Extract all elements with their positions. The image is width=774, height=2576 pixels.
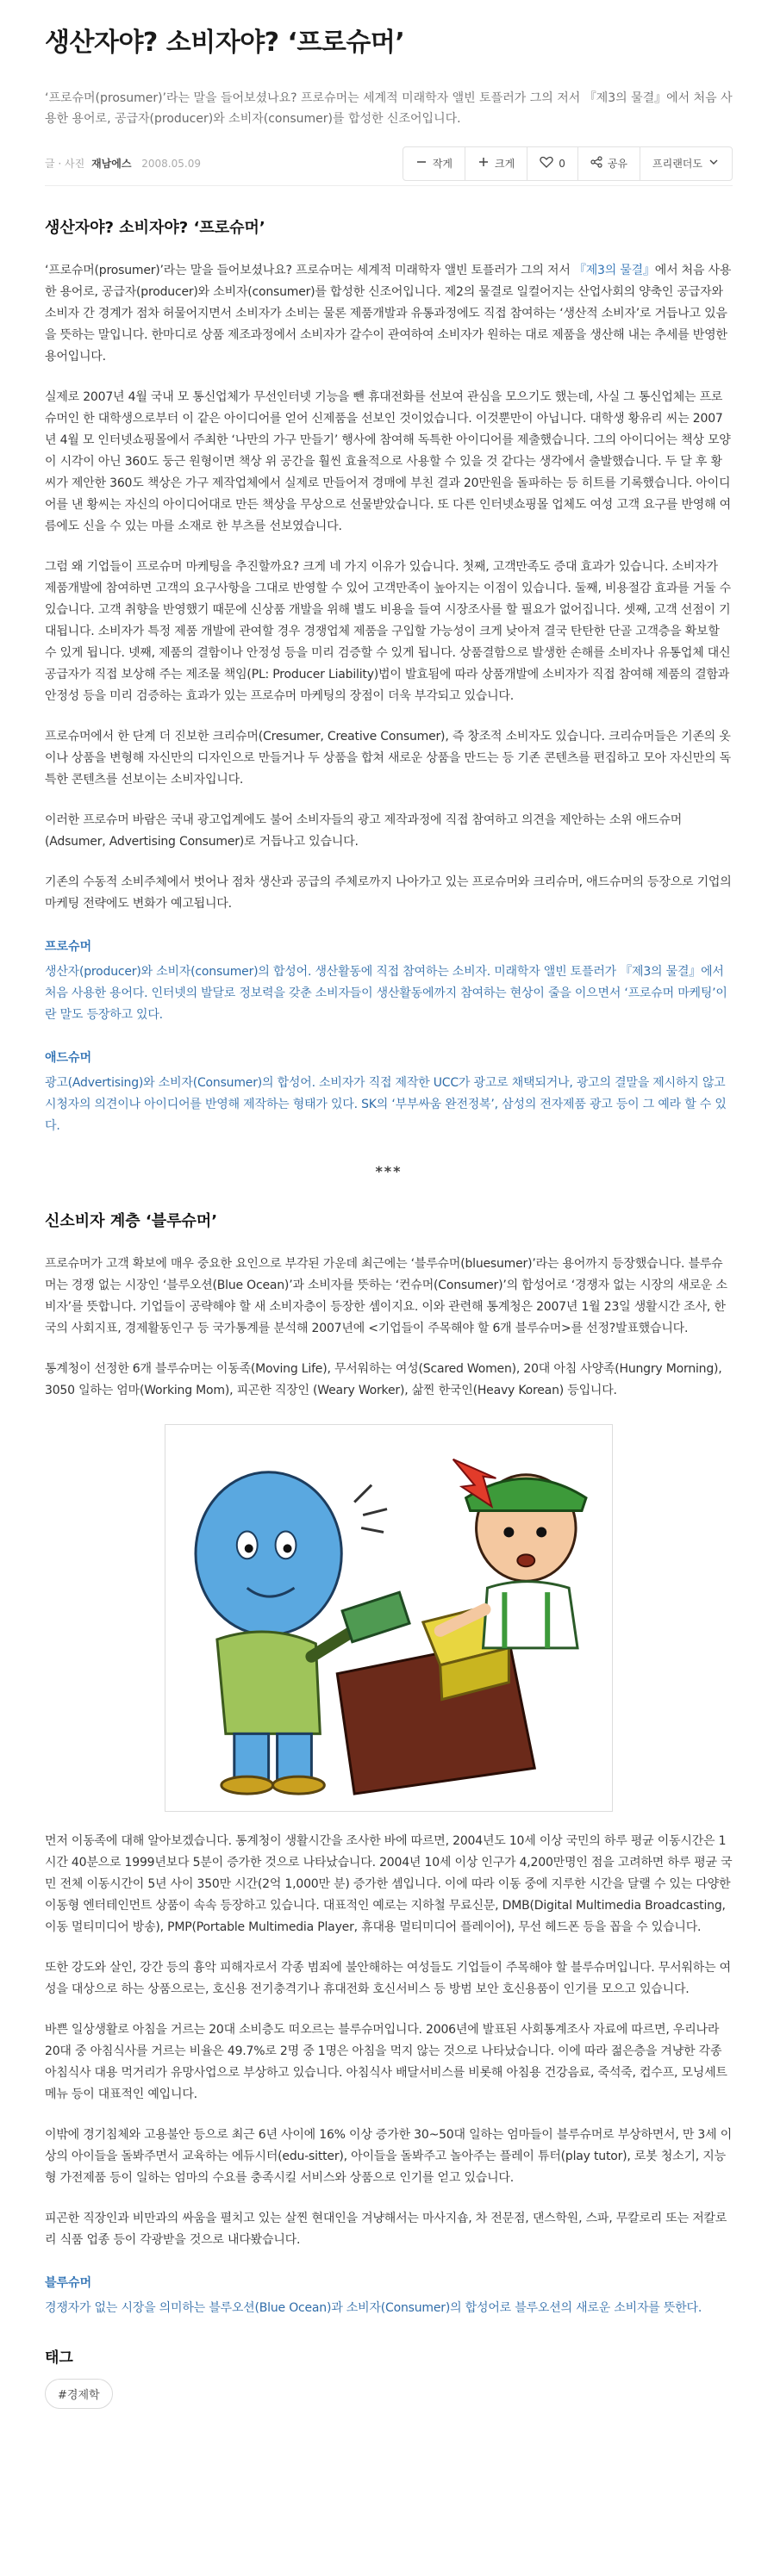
article-title: 생산자야? 소비자야? ‘프로슈머’ xyxy=(45,28,405,58)
paragraph: 바쁜 일상생활로 아침을 거르는 20대 소비층도 떠오르는 블루슈머입니다. 2006년에 발표된 사회통계조사 자료에 따르면, 우리나라 20대 중 아침식사를 거르는 비율은 49.7%로 2명 중 1명은 아침을 먹지 않는 것으로 나타났습니다. 이에 따라 젊은층을 겨냥한 각종 아침식사 대용 먹거리가 유망사업으로 부상하고 있습니다. 아침식사 배달서비스를 비롯해 아침용 건강음료, 죽석죽, 컵수프, 모닝세트 메뉴 등이 대표적인 예입니다. xyxy=(45,2023,727,2101)
tags-heading: 태그 xyxy=(45,2349,73,2367)
paragraph xyxy=(45,260,733,368)
article-toolbar xyxy=(403,146,733,181)
section-heading-prosumer: 생산자야? 소비자야? ‘프로슈머’ xyxy=(45,219,265,237)
paragraph: 또한 강도와 살인, 강간 등의 흉악 피해자로서 각종 범죄에 불안해하는 여성들도 기업들이 주목해야 할 블루슈머입니다. 무서워하는 여성을 대상으로 하는 상품으로는, 호신용 전기충격기나 휴대전화 호신서비스 등 방범 보안 호신용품이 인기를 모으고 있습니다. xyxy=(45,1961,731,1996)
definition-body: 광고(Advertising)와 소비자(Consumer)의 합성어. 소비자가 직접 제작한 UCC가 광고로 채택되거나, 광고의 결말을 제시하지 않고 시청자의 의견이나 아이디어를 반영해 제작하는 형태가 있다. SK의 ‘부부싸움 완전정복’, 삼성의 전자제품 광고 등이 그 예라 할 수 있다. xyxy=(45,1076,727,1133)
article-lede: ‘프로슈머(prosumer)’라는 말을 들어보셨나요? 프로슈머는 세계적 미래학자 앨빈 토플러가 그의 저서 『제3의 물결』에서 처음 사용한 용어로, 공급자(producer)와 소비자(consumer)를 합성한 신조어입니다. xyxy=(45,91,733,126)
definition-body: 생산자(producer)와 소비자(consumer)의 합성어. 생산활동에 직접 참여하는 소비자. 미래학자 앨빈 토플러가 『제3의 물결』에서 처음 사용한 용어다. 인터넷의 발달로 정보력을 갖춘 소비자들이 생산활동에까지 참여하는 현상이 줄을 이으면서 ‘프로슈머 마케팅’이란 말도 등장하고 있다. xyxy=(45,965,727,1022)
font-smaller-button[interactable] xyxy=(403,147,465,180)
print-menu-button[interactable] xyxy=(640,147,732,180)
publish-date: 2008.05.09 xyxy=(141,158,201,170)
paragraph: 통계청이 선정한 6개 블루슈머는 이동족(Moving Life), 무서워하는 여성(Scared Women), 20대 아침 사양족(Hungry Morning), 3050 일하는 엄마(Working Mom), 피곤한 직장인 (Weary Worker), 삶찐 한국인(Heavy Korean) 등입니다. xyxy=(45,1362,722,1397)
paragraph-text: 에서 처음 사용한 용어로, 공급자(producer)와 소비자(consumer)를 합성한 신조어입니다. 제2의 물결로 일컬어지는 산업사회의 양축인 공급자와 소비자 간 경계가 점차 허물어지면서 소비자가 소비는 물론 제품개발과 유통과정에도 직접 참여하는 ‘생산적 소비자’로 거듭나고 있음을 뜻하는 말입니다. 한마디로 상품 제조과정에서 소비자가 갈수이 관여하여 소비자가 원하는 대로 제품을 생산해 내는 추세를 반영한 용어입니다. xyxy=(45,264,732,364)
section-heading-bluesumer: 신소비자 계층 ‘블루슈머’ xyxy=(45,1212,218,1230)
like-button[interactable] xyxy=(527,147,578,180)
definition-term: 프로슈머 xyxy=(45,940,92,954)
definition-term: 블루슈머 xyxy=(45,2276,92,2290)
share-label: 공유 xyxy=(607,158,628,170)
paragraph: 먼저 이동족에 대해 알아보겠습니다. 통계청이 생활시간을 조사한 바에 따르면, 2004년도 10세 이상 국민의 하루 평균 이동시간은 1시간 40분으로 1999년보다 5분이 증가한 것으로 나타났습니다. 2004년 10세 이상 인구가 4,200만명인 점을 고려하면 하루 평균 국민 전체 이동시간이 5년 사이 350만 시간(2억 1,000만 분) 증가한 셈입니다. 이에 따라 이동 중에 지루한 시간을 달랠 수 있는 다양한 이동형 엔터테인먼트 상품이 속속 등장하고 있습니다. 대표적인 예로는 지하철 무료신문, DMB(Digital Multimedia Broadcasting, 이동 멀티미디어 방송), PMP(Portable Multimedia Player, 휴대용 멀티미디어 플레이어), 무선 헤드폰 등을 꼽을 수 있습니다. xyxy=(45,1834,733,1934)
share-button[interactable] xyxy=(578,147,640,180)
chevron-down-icon xyxy=(708,156,720,171)
paragraph: 이러한 프로슈머 바람은 국내 광고업계에도 불어 소비자들의 광고 제작과정에 직접 참여하고 의견을 제안하는 소위 애드슈머(Adsumer, Advertising Consumer)로 거듭나고 있습니다. xyxy=(45,813,683,849)
paragraph: 프로슈머가 고객 확보에 매우 중요한 요인으로 부각된 가운데 최근에는 ‘블루슈머(bluesumer)’라는 용어까지 등장했습니다. 블루슈머는 경쟁 없는 시장인 ‘블루오션(Blue Ocean)’과 소비자를 뜻하는 ‘컨슈머(Consumer)’의 합성어로 ‘경쟁자 없는 시장의 새로운 소비자’를 뜻합니다. 기업들이 공략해야 할 새 소비자층이 등장한 셈이지요. 이와 관련해 통계청은 2007년 1월 23일 생활시간 조사, 한국의 사회지표, 경제활동인구 등 국가통계를 분석해 2007년에 <기업들이 주목해야 할 6개 블루슈머>를 선정?발표했습니다. xyxy=(45,1257,727,1335)
tag-list xyxy=(45,2367,733,2409)
share-icon xyxy=(590,156,602,171)
cartoon-illustration xyxy=(45,1424,733,1812)
author-name[interactable]: 재남에스 xyxy=(91,158,132,170)
font-smaller-label: 작게 xyxy=(432,158,453,170)
article-meta-bar xyxy=(45,146,733,186)
paragraph: 기존의 수동적 소비주체에서 벗어나 점차 생산과 공급의 주체로까지 나아가고 있는 프로슈머와 크리슈머, 애드슈머의 등장으로 기업의 마케팅 전략에도 변화가 예고됩니다. xyxy=(45,875,732,911)
byline xyxy=(45,156,201,171)
heart-icon xyxy=(540,156,553,171)
like-count: 0 xyxy=(559,157,565,170)
byline-prefix: 글 · 사진 xyxy=(45,158,85,170)
plus-icon xyxy=(478,156,490,171)
tag-chip[interactable]: #경제학 xyxy=(45,2379,113,2409)
paragraph: 그럼 왜 기업들이 프로슈머 마케팅을 추진할까요? 크게 네 가지 이유가 있습니다. 첫째, 고객만족도 증대 효과가 있습니다. 소비자가 제품개발에 참여하면 고객의 요구사항을 그대로 반영할 수 있어 고객만족이 높아지는 이점이 있습니다. 둘째, 비용절감 효과를 거둘 수 있습니다. 고객 취향을 반영했기 때문에 신상품 개발을 위해 별도 비용을 들여 시장조사를 할 필요가 없어집니다. 셋째, 고객 선점이 기대됩니다. 소비자가 특정 제품 개발에 관여할 경우 경쟁업체 제품을 구입할 가능성이 크게 낮아져 결국 탄탄한 단골 고객층을 확보할 수 있게 됩니다. 넷째, 제품의 결함이나 안정성 등을 미리 검증할 수 있게 됩니다. 상품결함으로 발생한 손해를 소비자나 유통업체 대신 공급자가 직접 보상해 주는 제조물 책임(PL: Producer Liability)법이 발효됨에 따라 상품개발에 소비자가 직접 참여해 제품의 결함과 안정성 등을 미리 검증하는 효과가 있는 프로슈머 마케팅의 장점이 더욱 부각되고 있습니다. xyxy=(45,560,731,703)
book-link[interactable]: 『제3의 물결』 xyxy=(573,264,655,277)
cartoon-image xyxy=(165,1424,613,1812)
section-divider: *** xyxy=(375,1163,403,1179)
paragraph: 프로슈머에서 한 단계 더 진보한 크리슈머(Cresumer, Creative Consumer), 즉 창조적 소비자도 있습니다. 크리슈머들은 기존의 옷이나 상품을 변형해 자신만의 디자인으로 만들거나 두 상품을 합쳐 새로운 상품을 만드는 등 기존 콘텐츠를 편집하고 모아 자신만의 독특한 콘텐츠를 선보이는 소비자입니다. xyxy=(45,730,731,787)
font-larger-button[interactable] xyxy=(465,147,527,180)
print-menu-label: 프리랜더도 xyxy=(652,158,702,170)
definition-body: 경쟁자가 없는 시장을 의미하는 블루오션(Blue Ocean)과 소비자(Consumer)의 합성어로 블루오션의 새로운 소비자를 뜻한다. xyxy=(45,2301,702,2315)
minus-icon xyxy=(415,156,428,171)
font-larger-label: 크게 xyxy=(495,158,515,170)
definition-term: 애드슈머 xyxy=(45,1051,92,1065)
paragraph: 피곤한 직장인과 비만과의 싸움을 펼치고 있는 살찐 현대인을 겨냥해서는 마사지숍, 차 전문점, 댄스학원, 스파, 무칼로리 또는 저칼로리 식품 업종 등이 각광받을 것으로 내다봤습니다. xyxy=(45,2212,727,2247)
paragraph: 이밖에 경기침체와 고용불안 등으로 최근 6년 사이에 16% 이상 증가한 30~50대 일하는 엄마들이 블루슈머로 부상하면서, 만 3세 이상의 아이들을 돌봐주면서 교육하는 에듀시터(edu-sitter), 아이들을 돌봐주고 놀아주는 플레이 튜터(play tutor), 로봇 청소기, 지능형 가전제품 등이 일하는 엄마의 수요를 충족시킬 서비스와 상품으로 인기를 얻고 있습니다. xyxy=(45,2128,733,2185)
paragraph: 실제로 2007년 4월 국내 모 통신업체가 무선인터넷 기능을 뺀 휴대전화를 선보여 관심을 모으기도 했는데, 사실 그 통신업체는 프로슈머인 한 대학생으로부터 이 같은 아이디어를 얻어 신제품을 선보인 것이었습니다. 이것뿐만이 아닙니다. 대학생 황유리 씨는 2007년 4월 모 인터넷쇼핑몰에서 주최한 ‘나만의 가구 만들기’ 행사에 참여해 독특한 아이디어를 제출했습니다. 그의 아이디어는 책상 모양이 시각이 아닌 360도 둥근 원형이면 책상 위 공간을 훨씬 효율적으로 사용할 수 있을 것 같다는 생각에서 출발했습니다. 두 달 후 황씨가 제안한 360도 책상은 가구 제작업체에서 실제로 만들어져 경매에 부친 결과 20만원을 돌파하는 등 히트를 기록했습니다. 아이디어를 낸 황씨는 자신의 아이디어대로 만든 책상을 무상으로 선물받았습니다. 또 다른 인터넷쇼핑몰 업체도 여성 고객 요구를 반영해 여름에도 신을 수 있는 마를 소재로 한 부츠를 선보였습니다. xyxy=(45,390,731,533)
paragraph-text: ‘프로슈머(prosumer)’라는 말을 들어보셨나요? 프로슈머는 세계적 미래학자 앨빈 토플러가 그의 저서 xyxy=(45,264,574,277)
